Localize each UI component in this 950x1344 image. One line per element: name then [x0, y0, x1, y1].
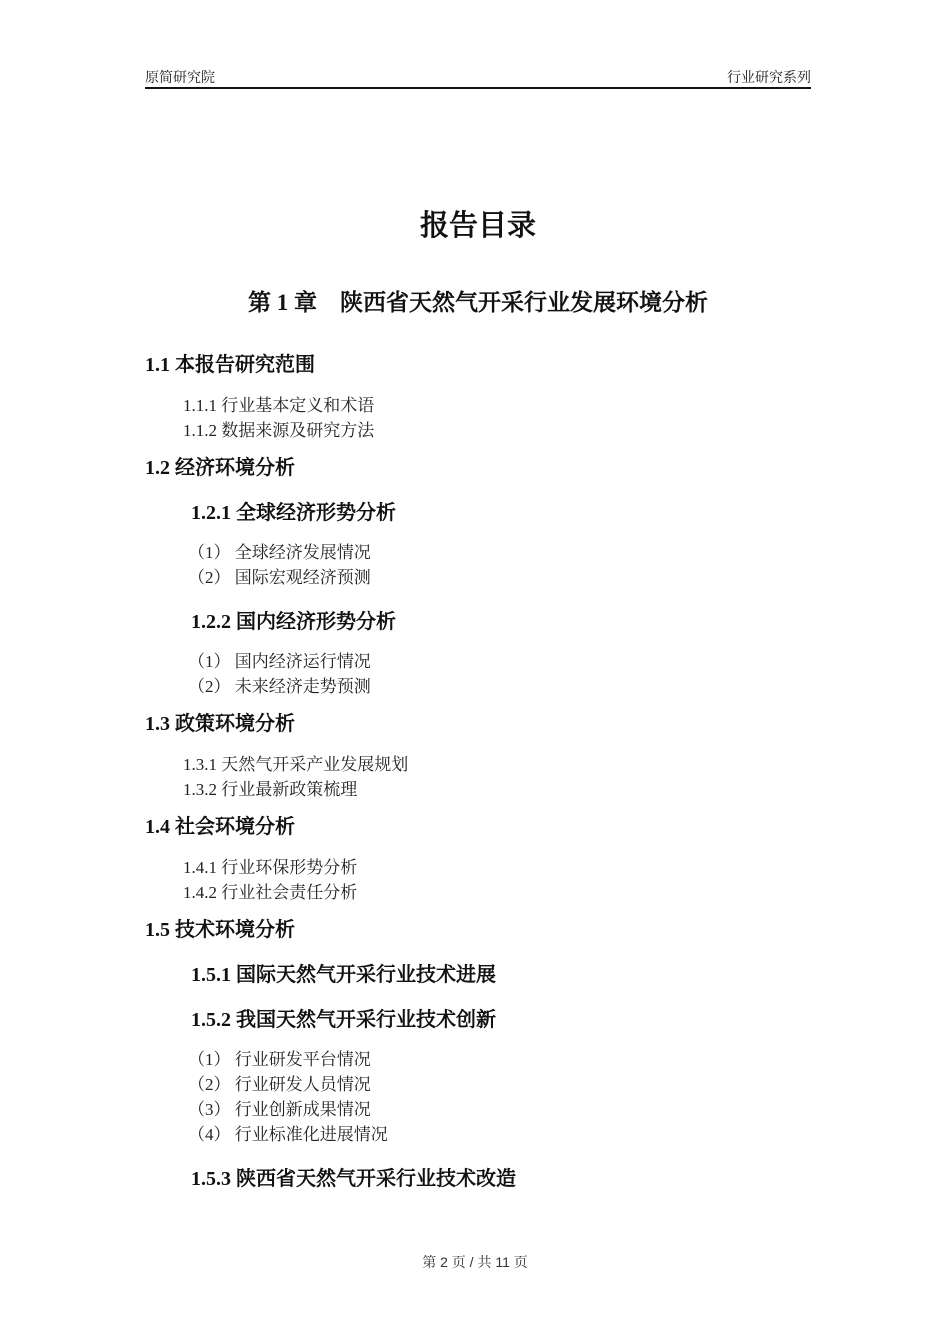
toc-section-heading: 1.2 经济环境分析	[145, 457, 295, 479]
toc-point-entry: （4） 行业标准化进展情况	[188, 1125, 388, 1144]
header-right-text: 行业研究系列	[727, 69, 811, 85]
toc-section-heading: 1.4 社会环境分析	[145, 816, 295, 838]
toc-chapter-heading: 第 1 章 陕西省天然气开采行业发展环境分析	[248, 290, 708, 315]
toc-point-entry: （3） 行业创新成果情况	[188, 1100, 371, 1119]
toc-point-entry: （2） 国际宏观经济预测	[188, 568, 371, 587]
toc-subsection-entry: 1.1.1 行业基本定义和术语	[183, 396, 375, 415]
toc-subsection-entry: 1.1.2 数据来源及研究方法	[183, 421, 375, 440]
toc-title: 报告目录	[419, 210, 536, 242]
toc-section-heading: 1.5 技术环境分析	[145, 919, 295, 941]
toc-subsection-heading: 1.2.1 全球经济形势分析	[191, 502, 396, 524]
toc-subsection-heading: 1.5.2 我国天然气开采行业技术创新	[191, 1009, 496, 1031]
toc-point-entry: （1） 全球经济发展情况	[188, 543, 371, 562]
toc-point-entry: （1） 行业研发平台情况	[188, 1050, 371, 1069]
toc-subsection-entry: 1.4.2 行业社会责任分析	[183, 883, 358, 902]
header-left-text: 原简研究院	[145, 69, 215, 85]
toc-point-entry: （1） 国内经济运行情况	[188, 652, 371, 671]
toc-point-entry: （2） 未来经济走势预测	[188, 677, 371, 696]
toc-subsection-heading: 1.2.2 国内经济形势分析	[191, 611, 396, 633]
toc-subsection-heading: 1.5.1 国际天然气开采行业技术进展	[191, 964, 496, 986]
toc-point-entry: （2） 行业研发人员情况	[188, 1075, 371, 1094]
toc-subsection-heading: 1.5.3 陕西省天然气开采行业技术改造	[191, 1168, 516, 1190]
toc-subsection-entry: 1.3.2 行业最新政策梳理	[183, 780, 358, 799]
toc-section-heading: 1.1 本报告研究范围	[145, 354, 315, 376]
toc-subsection-entry: 1.4.1 行业环保形势分析	[183, 858, 358, 877]
page-footer: 第 2 页 / 共 11 页	[422, 1254, 528, 1270]
toc-list	[145, 288, 811, 1192]
toc-subsection-entry: 1.3.1 天然气开采产业发展规划	[183, 755, 409, 774]
header-rule	[145, 87, 811, 89]
toc-section-heading: 1.3 政策环境分析	[145, 713, 295, 735]
page-header	[145, 69, 811, 86]
